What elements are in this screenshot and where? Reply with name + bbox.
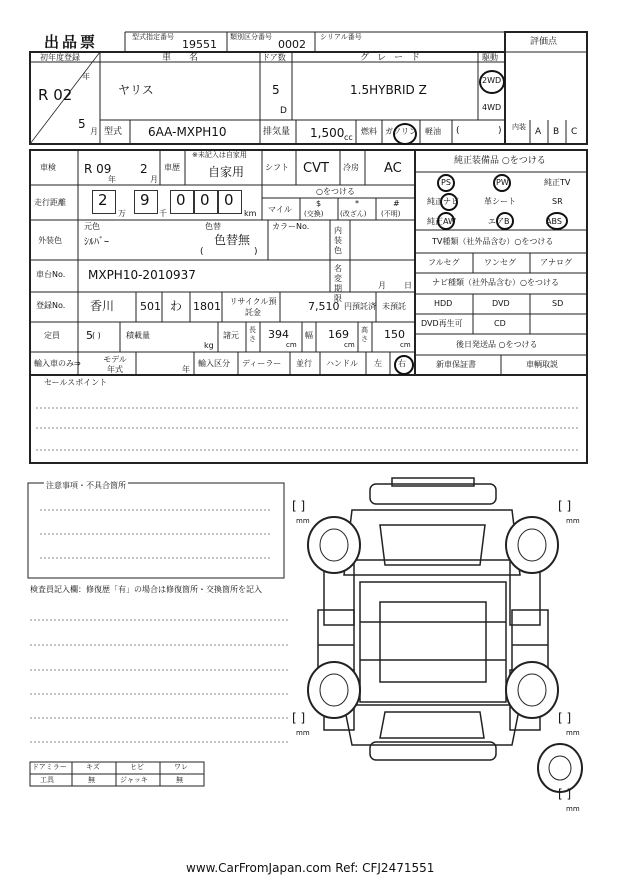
car-name-value: ヤリス (118, 83, 154, 97)
shaken-month: 2 (140, 162, 148, 176)
registration-class: 501 (140, 300, 161, 313)
interior-grade-c: C (571, 127, 578, 137)
mileage-digit-3: 0 (176, 191, 186, 209)
equip-airbag: エアB (488, 217, 510, 226)
repaint-paren-close: ) (254, 247, 258, 257)
katashiki-value: 19551 (182, 38, 217, 51)
chassis-value: MXPH10-2010937 (88, 268, 196, 282)
unknown-paren: (不明) (381, 210, 401, 218)
mileage-unit-sen: 千 (159, 209, 167, 218)
tamper-label: * (355, 199, 359, 208)
equip-pw: PW (496, 178, 509, 187)
tire-fl-bracket: [ ] (292, 499, 306, 513)
mileage-digit-1: 2 (98, 191, 108, 209)
import-label: 輸入車のみ⇒ (34, 359, 81, 368)
year-unit: 年 (82, 72, 90, 81)
capacity-label: 定員 (44, 331, 60, 340)
mileage-digit-4: 0 (200, 191, 210, 209)
history-label: 車歴 (164, 163, 180, 172)
repaint-value: 色替無 (214, 233, 251, 247)
history-value: 自家用 (208, 165, 245, 179)
displacement-value: 1,500 (310, 126, 345, 140)
first-reg-month: 5 (78, 117, 86, 131)
inspector-note: 検査員記入欄：修復歴「有」の場合は修復箇所・交換箇所を記入 (30, 585, 262, 594)
fuel-gas: ガソリン (385, 127, 417, 136)
width-label: 幅 (305, 331, 313, 340)
height-unit: cm (400, 341, 411, 349)
footer-ref: www.CarFromJapan.com Ref: CFJ2471551 (186, 861, 435, 875)
recycle-label: リサイクル預託金 (229, 297, 277, 317)
equip-navi: 純正ナビ (427, 197, 459, 206)
legend-tool-value: 無 (88, 776, 95, 784)
equip-aw: 純正AW (427, 217, 456, 226)
car-name-label: 車名 (162, 53, 217, 63)
legend-kizu: キズ (86, 763, 100, 771)
seller-label: 諸元 (223, 331, 239, 340)
sales-point-label: セールスポイント (44, 378, 108, 387)
import-dealer: ディーラー (242, 359, 282, 368)
tv-title: TV種類（社外品含む）○をつける (432, 237, 554, 246)
mileage-label: 走行距離 (34, 198, 66, 207)
grade-label: グレード (360, 53, 429, 63)
repaint-paren-open: ( (200, 247, 204, 257)
drive-4wd: 4WD (482, 103, 502, 112)
load-label: 積載量 (126, 331, 150, 340)
serial-label: シリアル番号 (320, 33, 362, 41)
length-value: 394 (268, 328, 289, 341)
name-change-label: 名変期限 (334, 264, 342, 303)
navi-dvd: DVD (492, 299, 510, 308)
shift-value: CVT (303, 161, 329, 176)
doors-label: ドア数 (262, 53, 286, 62)
drive-2wd: 2WD (482, 76, 502, 85)
grade-value: 1.5HYBRID Z (350, 83, 427, 97)
history-note: ※未記入は自家用 (192, 151, 247, 159)
displacement-unit: cc (344, 133, 353, 142)
mileage-unit-man: 万 (118, 209, 126, 218)
shift-label: シフト (265, 163, 289, 172)
tire-rr-bracket: [ ] (558, 711, 572, 725)
registration-label: 登録No. (36, 301, 66, 310)
tire-spare-bracket: [ ] (558, 787, 572, 801)
tire-spare-unit: mm (566, 805, 580, 813)
ruibetsu-label: 類別区分番号 (230, 33, 272, 41)
mile-label: マイル (268, 205, 292, 214)
first-reg-label: 初年度登録 (40, 53, 80, 62)
chassis-label: 車台No. (36, 270, 66, 279)
navi-dvd-play: DVD再生可 (421, 319, 463, 328)
tv-analog: アナログ (540, 258, 572, 267)
handle-label: ハンドル (326, 359, 358, 368)
mileage-digit-2: 9 (140, 191, 150, 209)
ruibetsu-value: 0002 (278, 38, 306, 51)
month-unit: 月 (90, 127, 98, 136)
interior-grade-a: A (535, 127, 542, 137)
tamper-paren: (改ざん) (340, 210, 367, 218)
doors-suffix: D (280, 106, 287, 116)
drive-label: 駆動 (482, 53, 498, 62)
katashiki-label: 型式指定番号 (132, 33, 174, 41)
tv-fullseg: フルセグ (428, 258, 460, 267)
width-value: 169 (328, 328, 349, 341)
registration-region: 香川 (90, 299, 115, 313)
tire-fr-bracket: [ ] (558, 499, 572, 513)
height-label: 高さ (361, 326, 368, 343)
orig-color-label: 元色 (84, 222, 100, 231)
mileage-digit-5: 0 (224, 191, 234, 209)
mileage-note: ○をつける (316, 187, 355, 196)
length-label: 長さ (249, 326, 256, 343)
width-unit: cm (344, 341, 355, 349)
shaken-month-unit: 月 (150, 175, 158, 184)
tire-fl-unit: mm (296, 517, 310, 525)
equip-leather: 革シート (484, 197, 516, 206)
exterior-color-label: 外装色 (38, 236, 62, 245)
import-class-label: 輸入区分 (198, 359, 230, 368)
capacity-paren: ( ) (92, 331, 101, 340)
registration-number: 1801 (193, 300, 221, 313)
equipment-title: 純正装備品 ○をつける (454, 156, 546, 166)
color-no-label: カラーNo. (272, 222, 310, 231)
model-label: 型式 (104, 127, 123, 137)
fuel-diesel: 軽油 (425, 127, 441, 136)
legend-jack: ジャッキ (120, 776, 148, 784)
notes-title: 注意事項・不具合箇所 (46, 481, 126, 490)
exchange-label: $ (316, 199, 322, 208)
later-warranty: 新車保証書 (436, 360, 476, 369)
import-parallel: 並行 (296, 359, 312, 368)
interior-color-label: 内装色 (334, 226, 342, 255)
interior-grade-b: B (553, 127, 560, 137)
orig-color-value: ｼﾙﾊﾞｰ (84, 237, 109, 248)
aircon-value: AC (384, 161, 402, 176)
tire-rl-bracket: [ ] (292, 711, 306, 725)
unknown-label: # (393, 199, 400, 208)
registration-kana: わ (170, 299, 183, 313)
navi-title: ナビ種類（社外品含む）○をつける (432, 278, 559, 287)
model-value: 6AA-MXPH10 (148, 125, 227, 139)
equip-tv: 純正TV (544, 178, 571, 187)
fuel-paren-open: ( (456, 126, 460, 136)
doors-value: 5 (272, 83, 280, 97)
legend-hibi: ヒビ (130, 763, 144, 771)
handle-left: 左 (374, 359, 382, 368)
aircon-label: 冷房 (343, 163, 359, 172)
legend-door-mirror: ドアミラー (32, 763, 67, 771)
tire-rr-unit: mm (566, 729, 580, 737)
shaken-value: R 09 (84, 162, 112, 176)
equip-abs: ABS (546, 217, 562, 226)
later-manual: 車輌取説 (526, 360, 558, 369)
navi-cd: CD (494, 319, 506, 328)
form-title: 出品票 (44, 33, 99, 51)
shaken-year: 年 (108, 175, 116, 184)
displacement-label: 排気量 (263, 127, 291, 137)
equip-sr: SR (552, 197, 563, 206)
recycle-not: 未預託 (382, 302, 406, 311)
first-reg-era: R 02 (38, 86, 73, 104)
navi-hdd: HDD (434, 299, 453, 308)
name-change-day: 日 (404, 281, 412, 290)
tv-oneseg: ワンセグ (484, 258, 516, 267)
length-unit: cm (286, 341, 297, 349)
load-unit: kg (204, 341, 214, 350)
equip-ps: PS (441, 178, 451, 187)
tire-fr-unit: mm (566, 517, 580, 525)
height-value: 150 (384, 328, 405, 341)
later-title: 後日発送品 ○をつける (456, 340, 538, 349)
legend-tool: 工具 (40, 776, 54, 784)
tire-rl-unit: mm (296, 729, 310, 737)
legend-ware: ワレ (174, 763, 188, 771)
repaint-label: 色替 (205, 222, 221, 231)
import-year-unit: 年 (182, 365, 190, 374)
capacity-value: 5 (86, 329, 93, 342)
handle-right: 右 (398, 359, 406, 368)
recycle-value: 7,510 (308, 300, 340, 313)
import-model-year-label: モデル年式 (103, 355, 127, 374)
legend-jack-value: 無 (176, 776, 183, 784)
rating-label: 評価点 (530, 37, 558, 47)
recycle-unit: 円預託済 (344, 302, 376, 311)
navi-sd: SD (552, 299, 564, 308)
name-change-month: 月 (378, 281, 386, 290)
shaken-label: 車検 (40, 163, 56, 172)
fuel-paren-close: ) (498, 126, 502, 136)
exchange-paren: (交換) (304, 210, 324, 218)
mileage-unit-km: km (244, 209, 257, 218)
interior-label: 内装 (512, 123, 526, 131)
fuel-label: 燃料 (361, 127, 377, 136)
